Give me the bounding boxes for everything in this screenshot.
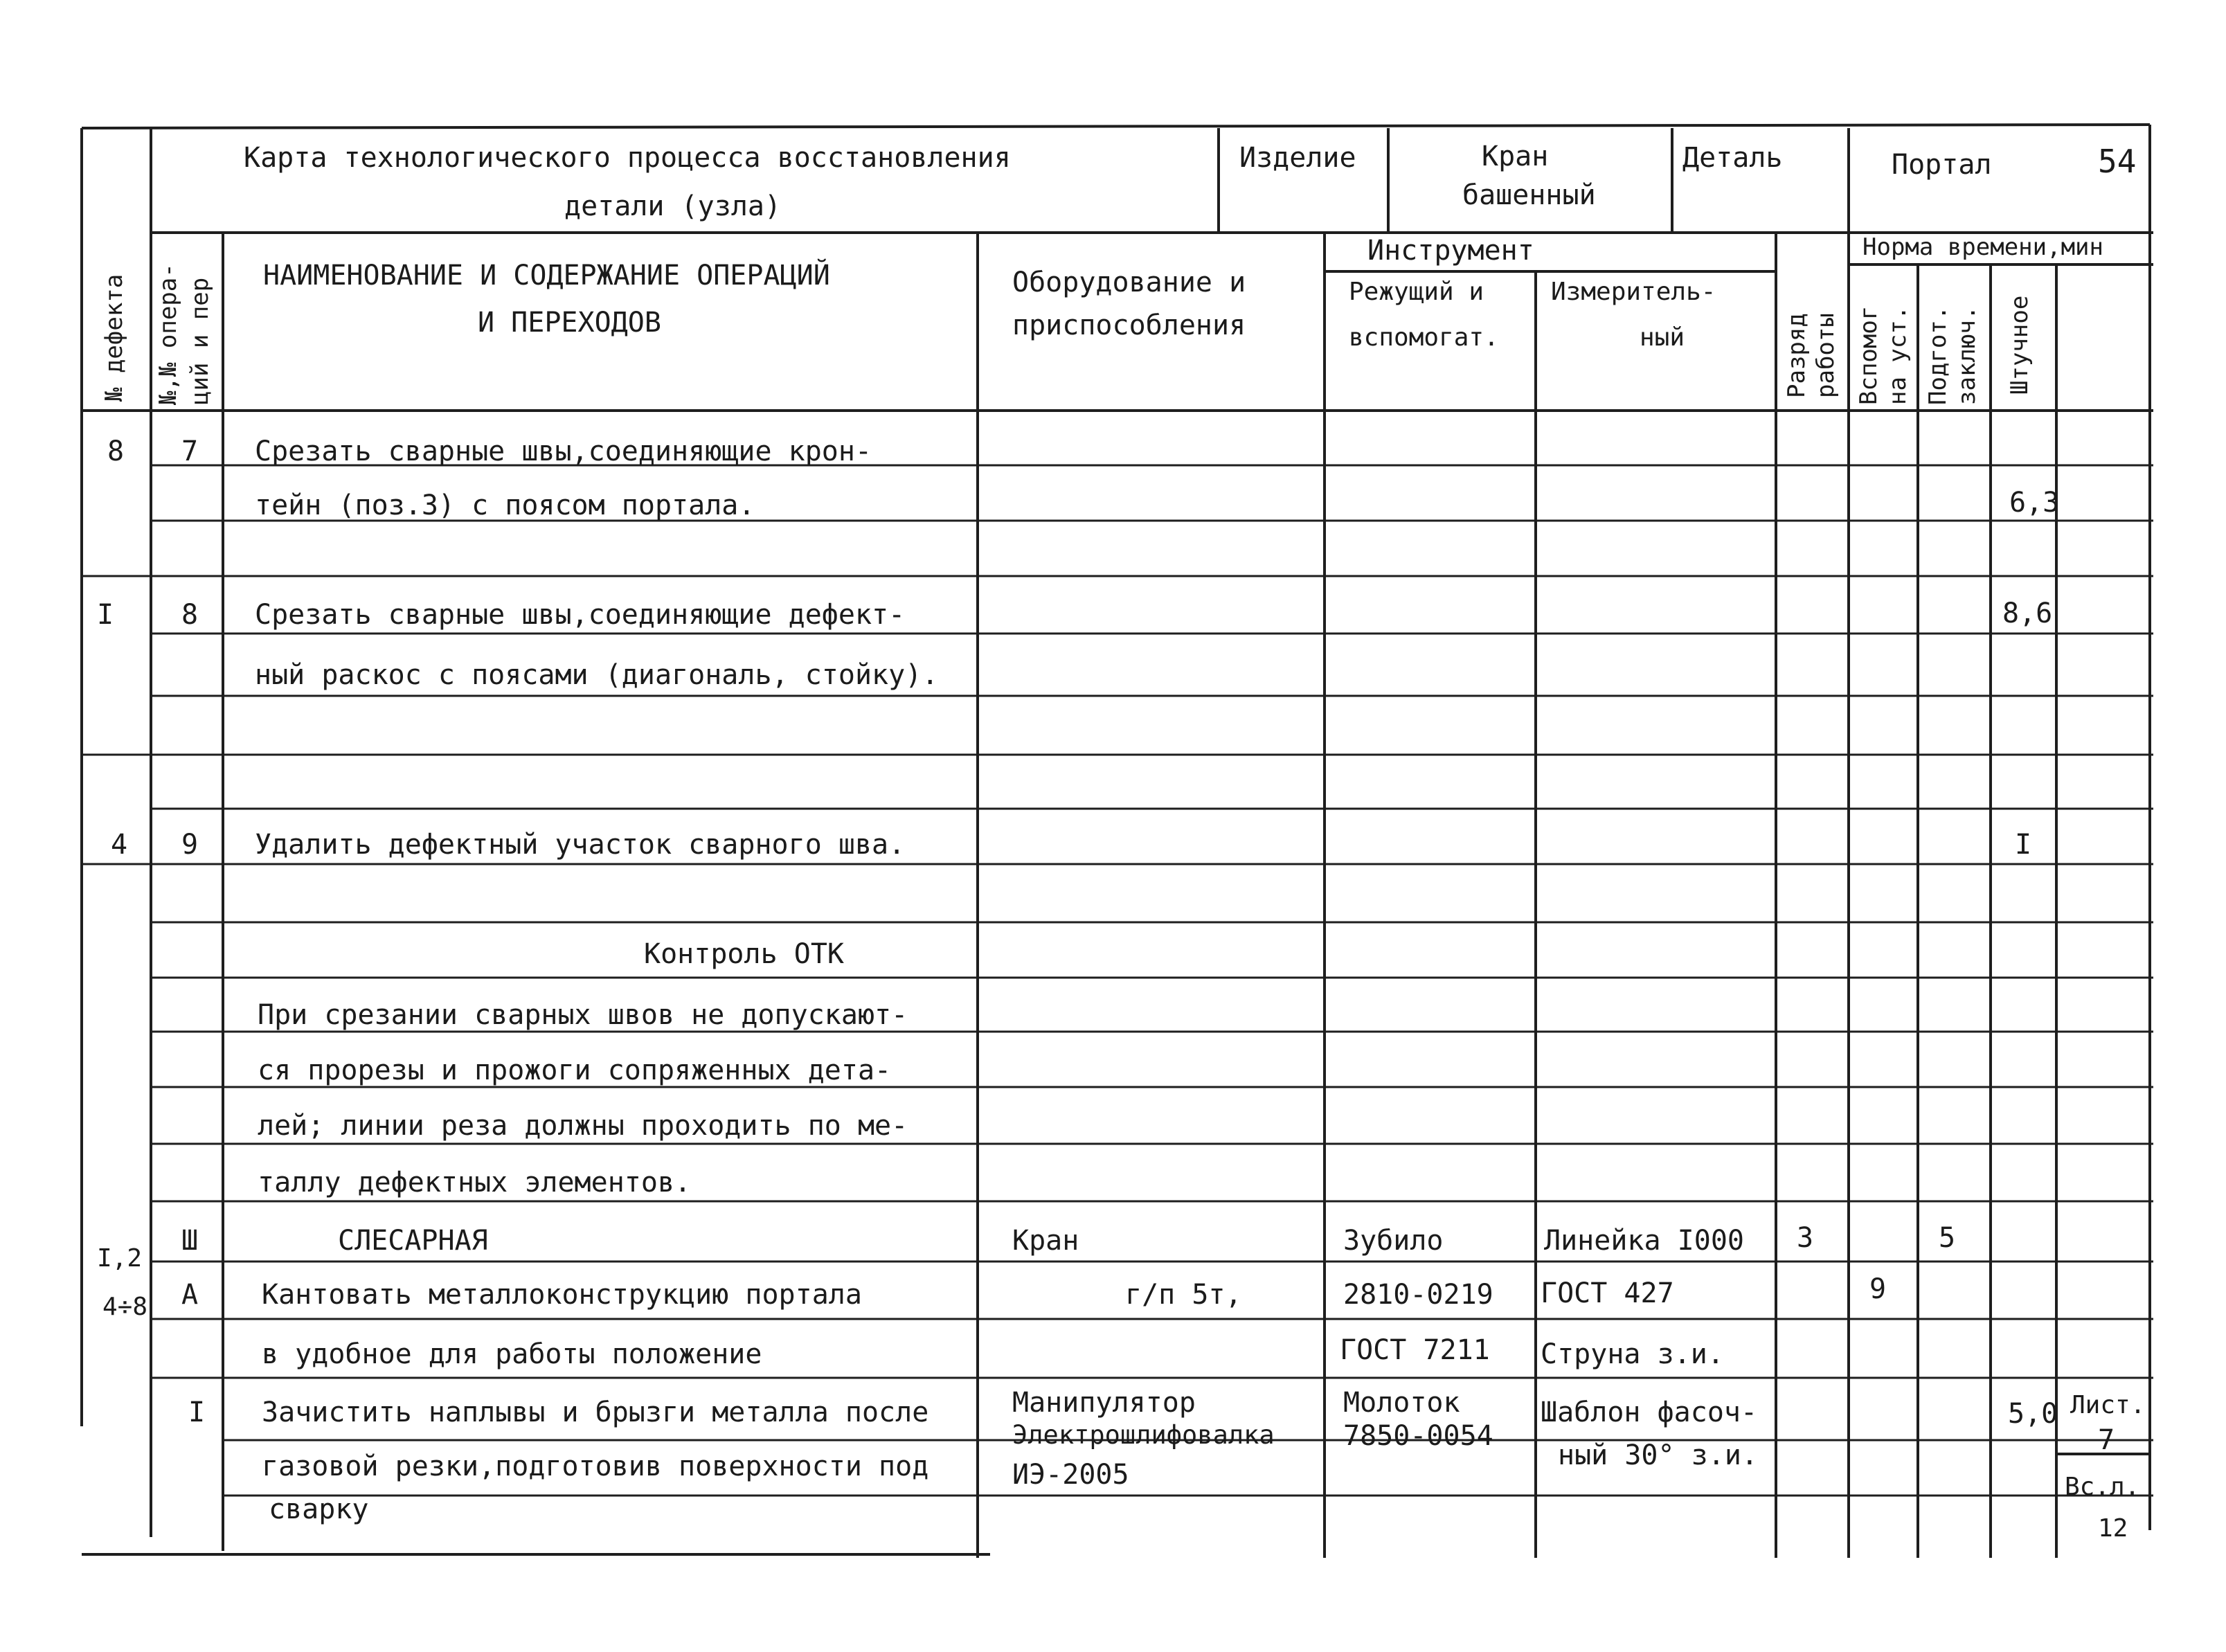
row-a2-cutting: ГОСТ 7211	[1340, 1334, 1490, 1366]
col-cutting-line1: Режущий и	[1349, 278, 1484, 306]
row-i-measuring-line2: ный 30° з.и.	[1558, 1439, 1758, 1471]
col-vspomog-line2: на уст.	[1884, 305, 1912, 405]
row-i-cutting-line2: 7850-0054	[1343, 1420, 1493, 1452]
col-podgot-line1: Подгот.	[1924, 305, 1952, 405]
col-measuring-line2: ный	[1640, 323, 1685, 352]
row1-text: Срезать сварные швы,соединяющие крон-	[255, 436, 872, 467]
izdelie-label: Изделие	[1239, 142, 1356, 174]
row2-shtuchnoe: 6,3	[2009, 487, 2060, 519]
row1-op: 7	[181, 436, 199, 467]
izdelie-value-line1: Кран	[1482, 141, 1549, 172]
slesarnaya-equipment: Кран	[1012, 1225, 1079, 1257]
row-i-measuring-line1: Шаблон фасоч-	[1541, 1397, 1758, 1428]
row8-op: 9	[181, 829, 199, 861]
sheet-total-value: 12	[2098, 1514, 2128, 1543]
col-razryad-line1: Разряд	[1783, 313, 1811, 398]
form-title-line1: Карта технологического процесса восстановления	[244, 142, 1011, 174]
detal-label: Деталь	[1682, 142, 1783, 174]
form-title-line2: детали (узла)	[564, 190, 782, 222]
slesarnaya-defect-line1: I,2	[97, 1244, 143, 1273]
row-i-shtuchnoe: 5,0	[2008, 1398, 2058, 1430]
row8-text: Удалить дефектный участок сварного шва.	[255, 829, 906, 861]
sheet-total-label: Вс.л.	[2065, 1473, 2140, 1501]
slesarnaya-defect-line2: 4÷8	[102, 1293, 148, 1321]
otk-line2: ся прорезы и прожоги сопряженных дета-	[258, 1054, 892, 1086]
otk-line1: При срезании сварных швов не допускают-	[258, 999, 908, 1031]
sheet-list-value: 7	[2098, 1424, 2115, 1456]
col-razryad-line2: работы	[1812, 313, 1840, 398]
row-a-equipment: г/п 5т,	[1125, 1279, 1242, 1311]
row-a-vspomog: 9	[1869, 1273, 1887, 1305]
row5-text: ный раскос с поясами (диагональ, стойку).	[255, 659, 939, 691]
slesarnaya-razryad: 3	[1797, 1222, 1814, 1254]
col-name-line2: И ПЕРЕХОДОВ	[478, 307, 661, 339]
slesarnaya-op: Ш	[181, 1225, 199, 1257]
row-i-equipment-line1: Манипулятор	[1012, 1387, 1196, 1419]
row-a-text: Кантовать металлоконструкцию портала	[262, 1279, 862, 1311]
col-norma: Норма времени,мин	[1863, 233, 2103, 261]
col-vspomog-line1: Вспомог	[1855, 305, 1883, 405]
row-a-measuring: ГОСТ 427	[1541, 1277, 1674, 1309]
row-i-equipment-line2: Электрошлифовалка	[1012, 1420, 1275, 1450]
row8-shtuchnoe: I	[2015, 829, 2032, 861]
col-defect-no: № дефекта	[100, 273, 128, 402]
row-a-cutting: 2810-0219	[1343, 1279, 1493, 1311]
otk-line4: таллу дефектных элементов.	[258, 1167, 692, 1198]
row4-shtuchnoe: 8,6	[2002, 598, 2053, 629]
row-a2-text: в удобное для работы положение	[262, 1338, 762, 1370]
row-i-cutting-line1: Молоток	[1343, 1387, 1460, 1419]
slesarnaya-podgot: 5	[1939, 1222, 1956, 1254]
col-instrument: Инструмент	[1367, 235, 1534, 267]
otk-title: Контроль ОТК	[644, 938, 844, 970]
col-equipment-line2: приспособления	[1012, 309, 1246, 341]
row2-text: тейн (поз.3) с поясом портала.	[255, 490, 755, 521]
row-a2-measuring: Струна з.и.	[1541, 1338, 1724, 1370]
col-op-no-line2: ций и пер	[186, 277, 214, 405]
col-shtuchnoe: Штучное	[2006, 295, 2034, 395]
row-i-text: Зачистить наплывы и брызги металла после	[262, 1397, 929, 1428]
col-equipment-line1: Оборудование и	[1012, 267, 1246, 298]
detal-value: Портал	[1892, 149, 1992, 181]
slesarnaya-cutting: Зубило	[1343, 1225, 1444, 1257]
col-podgot-line2: заключ.	[1953, 305, 1981, 405]
row-i-equipment-line3: ИЭ-2005	[1012, 1459, 1129, 1491]
slesarnaya-measuring: Линейка I000	[1544, 1225, 1744, 1257]
slesarnaya-title: СЛЕСАРНАЯ	[338, 1225, 488, 1257]
col-name-line1: НАИМЕНОВАНИЕ И СОДЕРЖАНИЕ ОПЕРАЦИЙ	[263, 260, 830, 291]
row8-defect: 4	[111, 829, 128, 861]
izdelie-value-line2: башенный	[1462, 179, 1596, 211]
col-op-no-line1: №,№ опера-	[154, 263, 182, 405]
row4-op: 8	[181, 599, 199, 631]
col-measuring-line1: Измеритель-	[1551, 278, 1716, 306]
row-i2-text: газовой резки,подготовив поверхности под	[262, 1451, 929, 1482]
row4-text: Срезать сварные швы,соединяющие дефект-	[255, 599, 906, 631]
row-i-op: I	[188, 1397, 206, 1428]
row1-defect: 8	[107, 436, 125, 467]
row-i3-text: сварку	[269, 1493, 369, 1525]
otk-line3: лей; линии реза должны проходить по ме-	[258, 1110, 908, 1142]
page-number: 54	[2098, 143, 2137, 180]
sheet-list-label: Лист.	[2070, 1391, 2146, 1419]
row-a-op: А	[181, 1279, 199, 1311]
row4-defect: I	[97, 599, 114, 631]
col-cutting-line2: вспомогат.	[1349, 323, 1499, 352]
